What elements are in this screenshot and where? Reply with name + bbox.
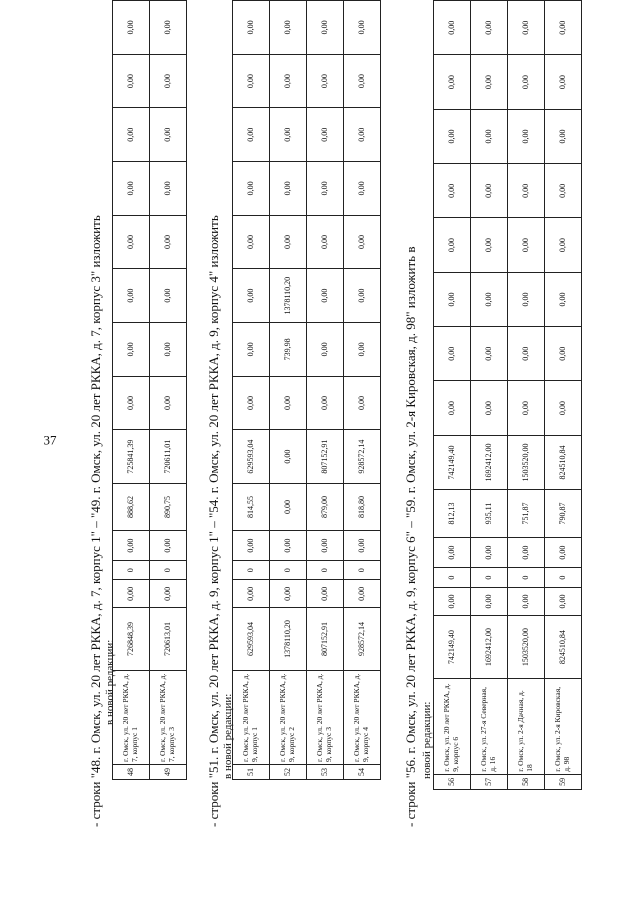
value-cell: 0,00 [150, 269, 187, 323]
value-cell: 0 [307, 561, 344, 580]
row-number: 51 [233, 764, 270, 779]
value-cell: 0,00 [471, 164, 508, 218]
address-cell: г. Омск, ул. 27-я Северная, д. 16 [471, 679, 508, 775]
value-cell: 0,00 [270, 531, 307, 561]
value-cell: 0,00 [508, 109, 545, 163]
table-row [113, 1, 150, 780]
table-row [233, 1, 270, 780]
value-cell: 0,00 [508, 1, 545, 55]
value-cell: 0,00 [113, 1, 150, 55]
value-cell: 0,00 [344, 108, 381, 162]
value-cell: 1378110,20 [270, 269, 307, 323]
value-cell: 0,00 [113, 108, 150, 162]
value-cell: 928572,14 [344, 608, 381, 670]
value-cell: 807152,91 [307, 608, 344, 670]
value-cell: 888,62 [113, 483, 150, 530]
row-number: 59 [545, 774, 582, 789]
value-cell: 0,00 [307, 376, 344, 430]
value-cell: 0,00 [434, 327, 471, 381]
address-cell: г. Омск, ул. 20 лет РККА, д. 7, корпус 1 [113, 670, 150, 764]
value-cell: 0,00 [233, 269, 270, 323]
value-cell: 0,00 [233, 215, 270, 269]
value-cell: 0,00 [545, 218, 582, 272]
value-cell: 928572,14 [344, 430, 381, 484]
value-cell: 0,00 [307, 1, 344, 55]
value-cell: 0,00 [233, 531, 270, 561]
value-cell: 0,00 [545, 272, 582, 326]
value-cell: 0,00 [113, 580, 150, 608]
value-cell: 0,00 [344, 54, 381, 108]
value-cell: 0,00 [150, 162, 187, 216]
value-cell: 0,00 [270, 1, 307, 55]
value-cell: 0,00 [508, 55, 545, 109]
value-cell: 807152,91 [307, 430, 344, 484]
value-cell: 720613,01 [150, 608, 187, 670]
value-cell: 0,00 [434, 381, 471, 435]
value-cell: 0,00 [113, 162, 150, 216]
value-cell: 0,00 [307, 215, 344, 269]
section-3-heading: - строки "56. г. Омск, ул. 20 лет РККА, д. 9, корпус 6" – "59. г. Омск, ул. 2-я Кировская, д. 98" изложить в [403, 246, 418, 827]
table-row [545, 1, 582, 790]
row-number: 56 [434, 774, 471, 789]
value-cell: 814,55 [233, 483, 270, 530]
row-number: 49 [150, 764, 187, 779]
address-cell: г. Омск, ул. 20 лет РККА, д. 9, корпус 6 [434, 679, 471, 775]
row-number: 53 [307, 764, 344, 779]
value-cell: 0,00 [233, 580, 270, 608]
value-cell: 0,00 [113, 215, 150, 269]
value-cell: 725841,39 [113, 430, 150, 484]
value-cell: 0,00 [307, 531, 344, 561]
section-1-subheading: в новой редакции: [104, 639, 116, 725]
value-cell: 0,00 [344, 322, 381, 376]
value-cell: 0,00 [545, 1, 582, 55]
value-cell: 0,00 [150, 108, 187, 162]
section-3-table [433, 0, 582, 790]
value-cell: 1378110,20 [270, 608, 307, 670]
value-cell: 0,00 [545, 537, 582, 567]
address-cell: г. Омск, ул. 20 лет РККА, д. 9, корпус 2 [270, 670, 307, 764]
value-cell: 0,00 [471, 381, 508, 435]
value-cell: 1692412,00 [471, 435, 508, 489]
value-cell: 0,00 [307, 54, 344, 108]
value-cell: 0,00 [150, 531, 187, 561]
value-cell: 0,00 [307, 108, 344, 162]
value-cell: 0,00 [471, 218, 508, 272]
value-cell: 0,00 [434, 272, 471, 326]
value-cell: 0,00 [344, 269, 381, 323]
section-1-heading: - строки "48. г. Омск, ул. 20 лет РККА, д. 7, корпус 1" – "49. г. Омск, ул. 20 лет РККА, д. 7, корпус 3" изложить [88, 215, 103, 827]
value-cell: 0,00 [344, 531, 381, 561]
value-cell: 0,00 [270, 215, 307, 269]
value-cell: 0,00 [508, 327, 545, 381]
value-cell: 0,00 [471, 587, 508, 615]
value-cell: 0,00 [434, 218, 471, 272]
value-cell: 0,00 [270, 376, 307, 430]
value-cell: 0,00 [434, 164, 471, 218]
row-number: 54 [344, 764, 381, 779]
value-cell: 0 [233, 561, 270, 580]
value-cell: 0,00 [508, 587, 545, 615]
value-cell: 0 [471, 568, 508, 588]
value-cell: 812,13 [434, 490, 471, 538]
value-cell: 0,00 [434, 1, 471, 55]
value-cell: 0,00 [508, 218, 545, 272]
value-cell: 0,00 [233, 1, 270, 55]
value-cell: 0 [508, 568, 545, 588]
table-row [344, 1, 381, 780]
value-cell: 0,00 [150, 54, 187, 108]
value-cell: 0,00 [434, 109, 471, 163]
address-cell: г. Омск, ул. 2-я Кировская, д. 98 [545, 679, 582, 775]
row-number: 52 [270, 764, 307, 779]
value-cell: 0,00 [233, 108, 270, 162]
value-cell: 0 [545, 568, 582, 588]
value-cell: 0,00 [344, 580, 381, 608]
value-cell: 0,00 [270, 108, 307, 162]
value-cell: 0,00 [270, 483, 307, 530]
address-cell: г. Омск, ул. 2-я Дачная, д. 18 [508, 679, 545, 775]
section-2-heading: - строки "51. г. Омск, ул. 20 лет РККА, д. 9, корпус 1" – "54. г. Омск, ул. 20 лет РККА, д. 9, корпус 4" изложить [206, 215, 221, 827]
value-cell: 0,00 [471, 1, 508, 55]
value-cell: 629593,04 [233, 430, 270, 484]
value-cell: 0,00 [113, 376, 150, 430]
value-cell: 0,00 [545, 164, 582, 218]
section-1-table [112, 0, 187, 780]
value-cell: 0,00 [508, 537, 545, 567]
value-cell: 0,00 [113, 531, 150, 561]
value-cell: 818,80 [344, 483, 381, 530]
value-cell: 0,00 [113, 269, 150, 323]
value-cell: 0,00 [344, 162, 381, 216]
section-2-subheading: в новой редакции: [222, 693, 234, 779]
value-cell: 742149,40 [434, 616, 471, 679]
value-cell: 0,00 [344, 1, 381, 55]
row-number: 48 [113, 764, 150, 779]
value-cell: 0,00 [270, 580, 307, 608]
address-cell: г. Омск, ул. 20 лет РККА, д. 9, корпус 4 [344, 670, 381, 764]
section-3-subheading: новой редакции: [421, 701, 433, 779]
table-row [150, 1, 187, 780]
value-cell: 0,00 [545, 327, 582, 381]
value-cell: 0,00 [150, 580, 187, 608]
value-cell: 0,00 [508, 272, 545, 326]
value-cell: 0,00 [508, 381, 545, 435]
value-cell: 0 [270, 561, 307, 580]
value-cell: 0,00 [434, 55, 471, 109]
value-cell: 0,00 [150, 376, 187, 430]
address-cell: г. Омск, ул. 20 лет РККА, д. 7, корпус 3 [150, 670, 187, 764]
value-cell: 824510,84 [545, 435, 582, 489]
value-cell: 0,00 [307, 162, 344, 216]
value-cell: 0,00 [434, 587, 471, 615]
value-cell: 726848,39 [113, 608, 150, 670]
value-cell: 0 [150, 561, 187, 580]
value-cell: 0 [113, 561, 150, 580]
value-cell: 0,00 [113, 54, 150, 108]
value-cell: 0,00 [150, 215, 187, 269]
table-row [307, 1, 344, 780]
value-cell: 0,00 [545, 109, 582, 163]
value-cell: 751,87 [508, 490, 545, 538]
value-cell: 739,98 [270, 322, 307, 376]
value-cell: 629593,04 [233, 608, 270, 670]
value-cell: 0 [344, 561, 381, 580]
row-number: 58 [508, 774, 545, 789]
value-cell: 0,00 [471, 327, 508, 381]
value-cell: 0,00 [233, 54, 270, 108]
value-cell: 0,00 [545, 381, 582, 435]
section-2-table [232, 0, 381, 780]
value-cell: 0,00 [307, 322, 344, 376]
value-cell: 0,00 [471, 55, 508, 109]
value-cell: 0,00 [307, 269, 344, 323]
value-cell: 0,00 [471, 272, 508, 326]
address-cell: г. Омск, ул. 20 лет РККА, д. 9, корпус 1 [233, 670, 270, 764]
value-cell: 720611,01 [150, 430, 187, 484]
table-row [270, 1, 307, 780]
value-cell: 0,00 [344, 215, 381, 269]
value-cell: 790,87 [545, 490, 582, 538]
value-cell: 0 [434, 568, 471, 588]
value-cell: 0,00 [233, 322, 270, 376]
page-number: 37 [43, 432, 57, 448]
value-cell: 0,00 [150, 322, 187, 376]
table-row [471, 1, 508, 790]
value-cell: 0,00 [508, 164, 545, 218]
value-cell: 1503520,00 [508, 435, 545, 489]
value-cell: 0,00 [545, 587, 582, 615]
value-cell: 935,11 [471, 490, 508, 538]
value-cell: 742149,40 [434, 435, 471, 489]
row-number: 57 [471, 774, 508, 789]
value-cell: 0,00 [270, 162, 307, 216]
value-cell: 0,00 [233, 162, 270, 216]
value-cell: 0,00 [344, 376, 381, 430]
value-cell: 0,00 [270, 430, 307, 484]
value-cell: 0,00 [150, 1, 187, 55]
value-cell: 890,75 [150, 483, 187, 530]
table-row [508, 1, 545, 790]
value-cell: 0,00 [307, 580, 344, 608]
value-cell: 0,00 [270, 54, 307, 108]
value-cell: 0,00 [113, 322, 150, 376]
value-cell: 1503520,00 [508, 616, 545, 679]
value-cell: 0,00 [434, 537, 471, 567]
address-cell: г. Омск, ул. 20 лет РККА, д. 9, корпус 3 [307, 670, 344, 764]
value-cell: 1692412,00 [471, 616, 508, 679]
value-cell: 0,00 [471, 537, 508, 567]
value-cell: 0,00 [471, 109, 508, 163]
value-cell: 824510,84 [545, 616, 582, 679]
table-row [434, 1, 471, 790]
value-cell: 0,00 [545, 55, 582, 109]
value-cell: 879,00 [307, 483, 344, 530]
value-cell: 0,00 [233, 376, 270, 430]
